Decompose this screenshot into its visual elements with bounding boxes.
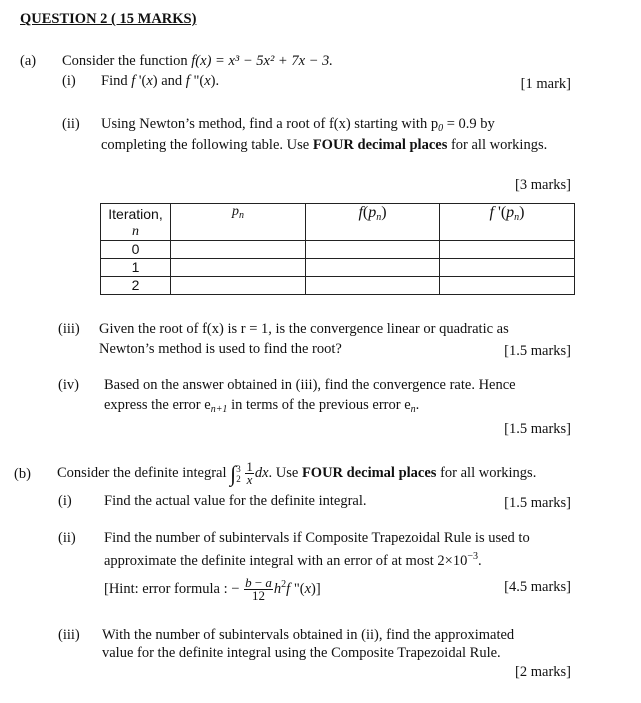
part-b-intro: Consider the definite integral ∫3 2 $\frac{1}{x}$ dx. Use FOUR decimal places for all workings. [57, 459, 537, 488]
part-a-iv-line2: express the error $e_{n+1}$ in terms of the previous error $e_n$. [104, 397, 420, 415]
part-b-label: (b) [14, 466, 31, 482]
iteration-cell: 0 [101, 241, 171, 259]
part-b-iii-line2: value for the definite integral using the Composite Trapezoidal Rule. [102, 645, 501, 661]
part-b-ii-hint: [Hint: error formula : − $\frac{b - a}{12}$ $h^2f$ "(x)] [104, 575, 321, 604]
part-a-intro [62, 52, 333, 70]
part-a-ii-marks: [3 marks] [515, 177, 571, 193]
f-pn-cell[interactable] [306, 241, 440, 259]
part-b-ii-line2: approximate the definite integral with an error of at most $2\times 10^{-3}$. [104, 551, 482, 569]
fprime-pn-cell[interactable] [440, 241, 575, 259]
part-a-ii-line2: completing the following table. Use FOUR decimal places for all workings. [101, 137, 548, 153]
part-b-i-label: (i) [58, 493, 72, 509]
f-pn-cell[interactable] [306, 277, 440, 295]
iteration-cell: 1 [101, 259, 171, 277]
part-a-iv-label: (iv) [58, 377, 79, 393]
integrand: $\frac{1}{x}$ [246, 459, 253, 488]
iteration-cell: 2 [101, 277, 171, 295]
part-a-i-text: Find f '(x) and f "(x). [101, 73, 220, 89]
question-title: QUESTION 2 ( 15 MARKS) [20, 11, 197, 27]
integral-limits: 3 2 [236, 463, 241, 484]
table-row [101, 277, 575, 295]
part-a-iii-marks: [1.5 marks] [504, 343, 571, 359]
part-a-iii-line2: Newton’s method is used to find the root? [99, 341, 342, 357]
part-a-iii-line1: Given the root of f(x) is r = 1, is the convergence linear or quadratic as [99, 321, 509, 337]
part-a-i-marks: [1 mark] [520, 76, 571, 92]
part-b-ii-marks: [4.5 marks] [504, 579, 571, 595]
part-a-label: (a) [20, 53, 37, 69]
part-b-ii-line1: Find the number of subintervals if Composite Trapezoidal Rule is used to [104, 530, 530, 546]
part-a-iv-line1: Based on the answer obtained in (iii), find the convergence rate. Hence [104, 377, 516, 393]
part-a-i-label: (i) [62, 73, 76, 89]
fprime-pn-cell[interactable] [440, 259, 575, 277]
header-fprime-pn: f '$(p_n)$ [440, 204, 575, 241]
f-pn-cell[interactable] [306, 259, 440, 277]
table-row [101, 259, 575, 277]
p0-value: = 0.9 by [446, 116, 495, 132]
integral-sign: ∫ [230, 461, 237, 486]
part-b-iii-marks: [2 marks] [515, 664, 571, 680]
newton-table [100, 203, 575, 295]
part-a-iii-label: (iii) [58, 321, 80, 337]
function-expression: f(x) = x³ − 5x² + 7x − 3. [191, 53, 333, 69]
part-a-intro-text: Consider the function [62, 53, 188, 69]
table-row [101, 241, 575, 259]
pn-cell[interactable] [171, 259, 306, 277]
and-word: and [161, 73, 183, 89]
fprime-pn-cell[interactable] [440, 277, 575, 295]
part-a-iv-marks: [1.5 marks] [504, 421, 571, 437]
header-f-pn: $f(p_n)$ [306, 204, 440, 241]
part-b-i-text: Find the actual value for the definite integral. [104, 493, 367, 509]
pn-cell[interactable] [171, 277, 306, 295]
part-b-iii-line1: With the number of subintervals obtained in (ii), find the approximated [102, 627, 515, 643]
part-b-iii-label: (iii) [58, 627, 80, 643]
find-word: Find [101, 73, 128, 89]
part-b-i-marks: [1.5 marks] [504, 495, 571, 511]
header-iteration: Iteration, n [101, 204, 171, 241]
hint-fraction: $\frac{b - a}{12}$ [245, 575, 272, 604]
part-b-ii-label: (ii) [58, 530, 76, 546]
part-a-ii-label: (ii) [62, 116, 80, 132]
pn-cell[interactable] [171, 241, 306, 259]
part-a-ii-line1: Using Newton’s method, find a root of f(x) starting with $p_0 = 0.9$ by [101, 116, 495, 134]
header-pn: $p_n$ [171, 204, 306, 241]
